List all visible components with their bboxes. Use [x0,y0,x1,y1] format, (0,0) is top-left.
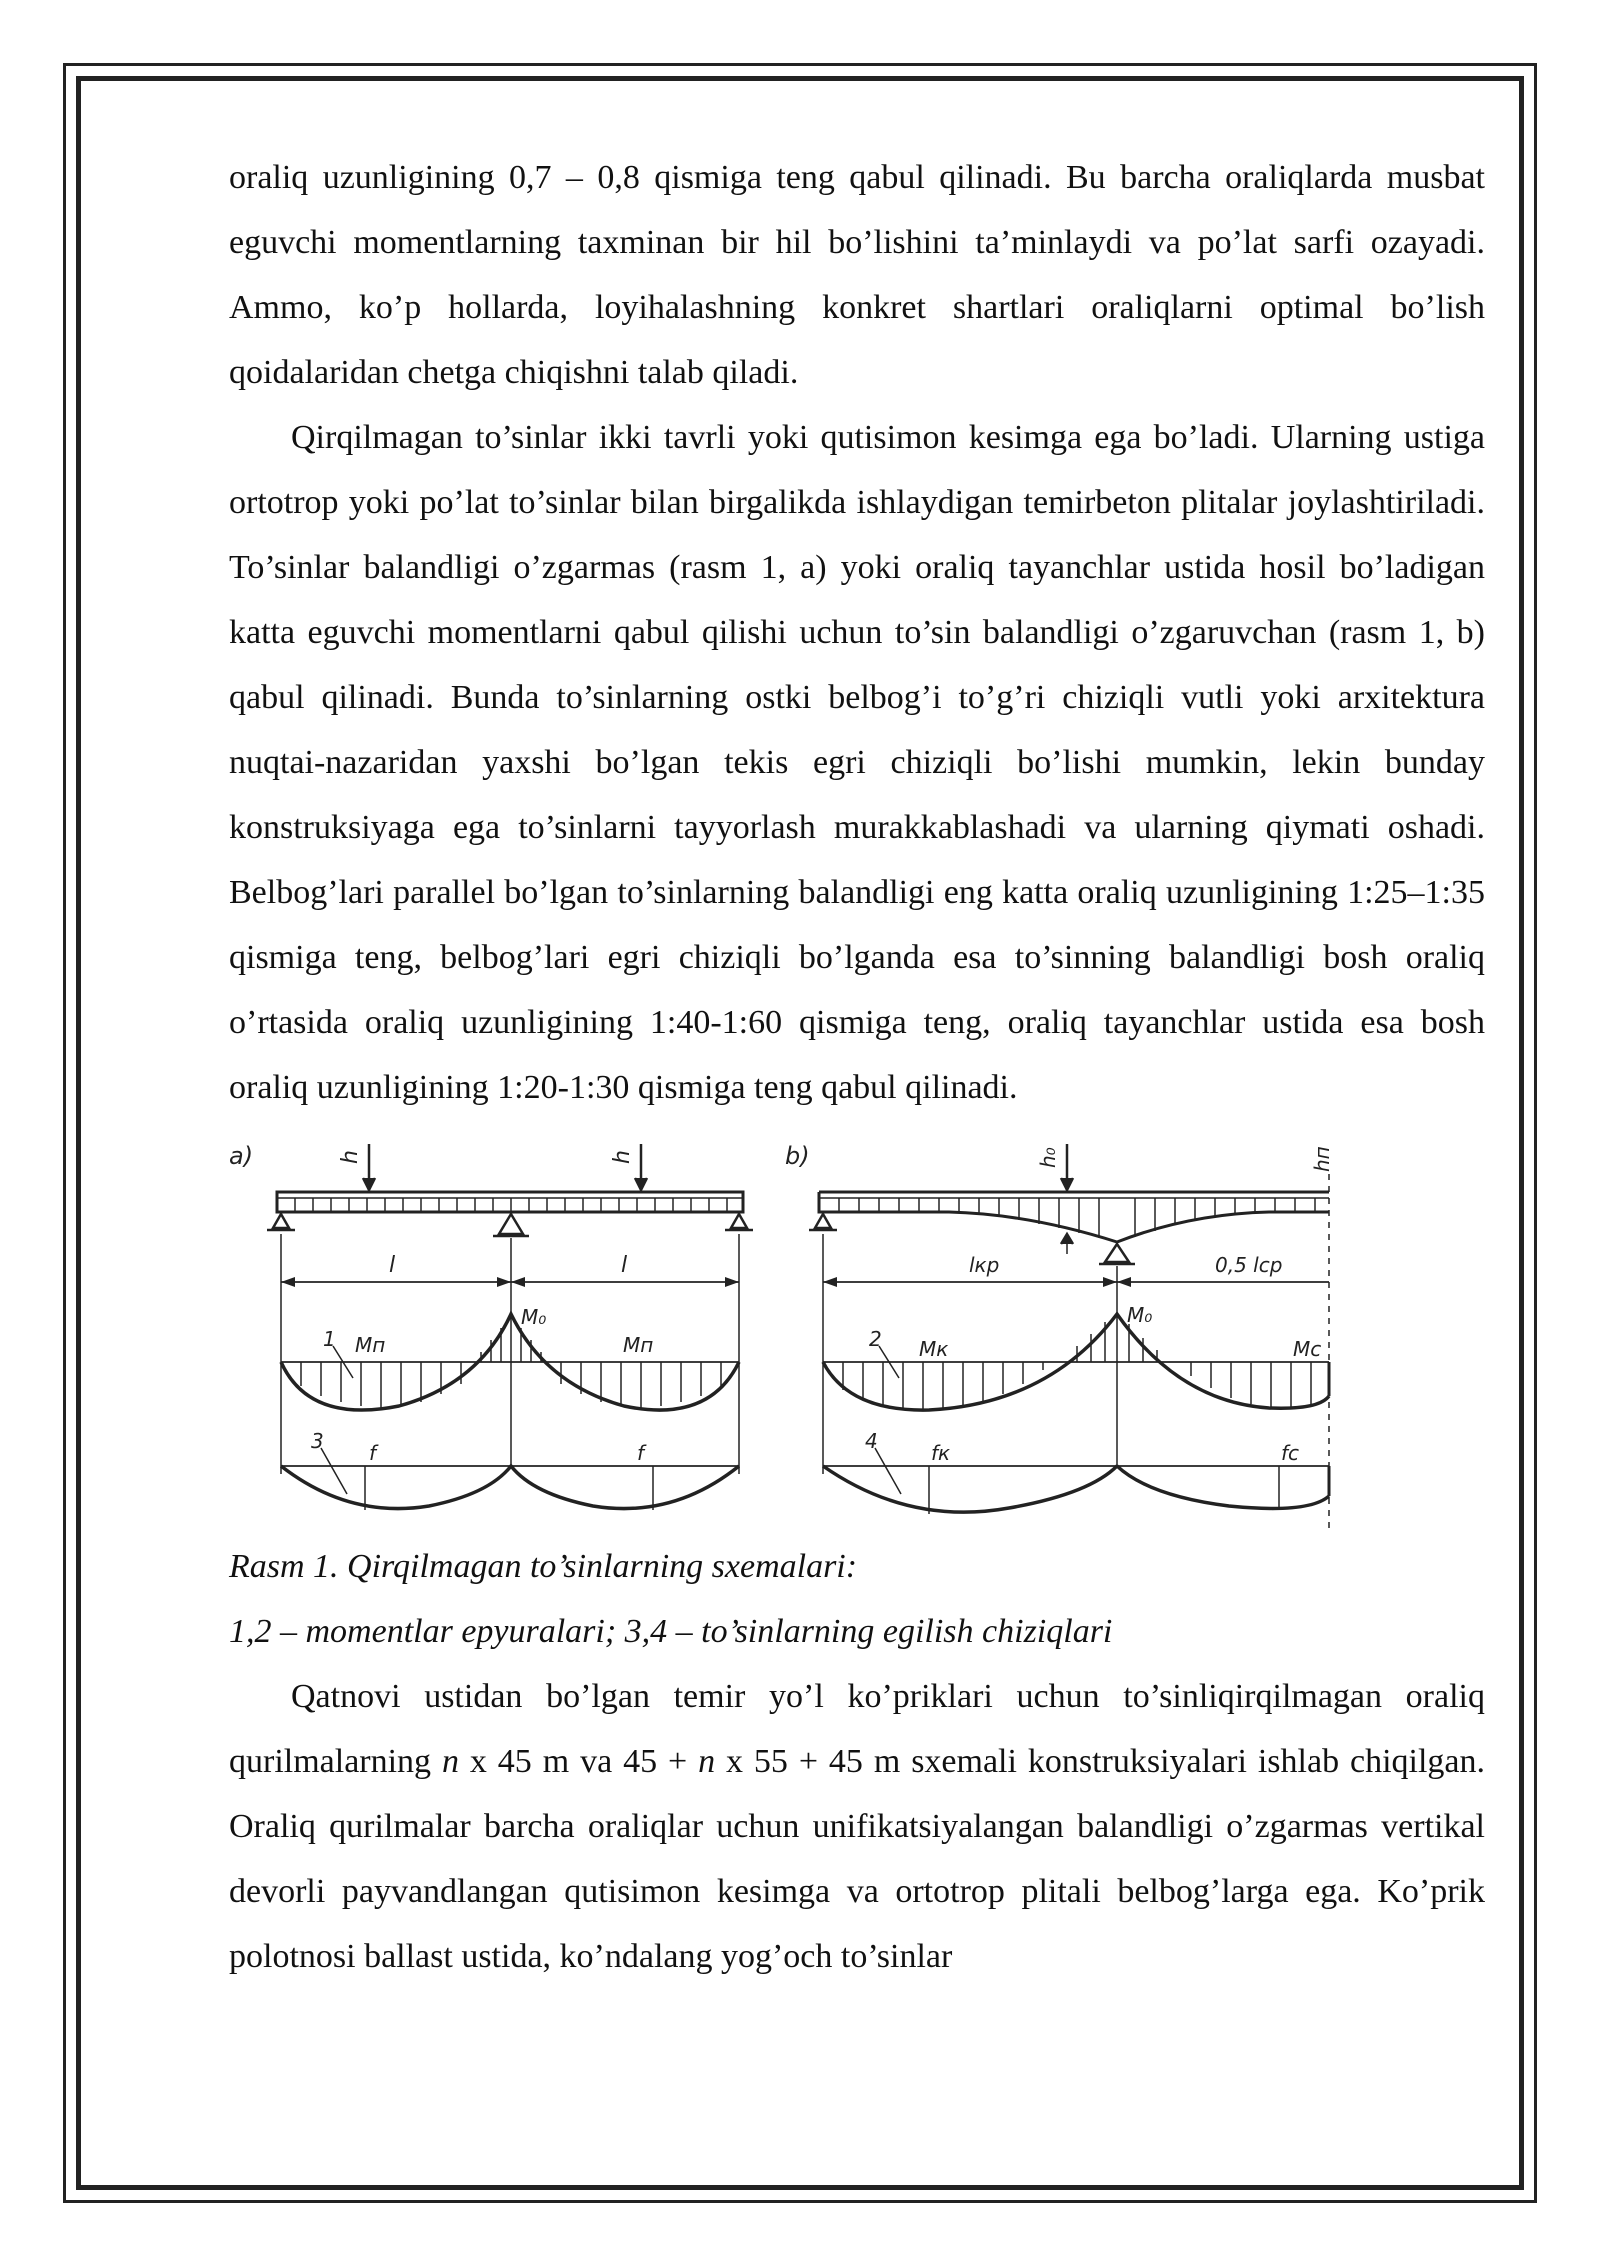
span-l-1: l [389,1253,396,1278]
diagram-a [229,1142,753,1510]
num-1: 1 [323,1327,336,1351]
moment-mp-a-2: Mп [623,1333,654,1357]
deflection-f-1: f [369,1441,377,1465]
moment-mk: Mк [919,1337,949,1361]
moment-mc: Mс [1293,1337,1322,1361]
paragraph-3 [229,1664,1485,1989]
diagram-a-label: a) [229,1142,254,1170]
var-n-2: n [698,1743,716,1780]
deflection-f-2: f [637,1441,645,1465]
deflection-fc: fс [1281,1441,1300,1465]
moment-mp-a-1: Mп [355,1333,386,1357]
deflection-fk: fк [931,1441,951,1465]
caption-title: Rasm 1. Qirqilmagan to’sinlarning sxemalari: [229,1548,858,1585]
var-n-1: n [441,1743,459,1780]
diagram-b [785,1142,1334,1534]
height-hp: hп [1310,1146,1334,1172]
height-h0: h₀ [1036,1147,1060,1168]
paragraph-3-part-a: Qatnovi ustidan bo’lgan temir yo’l ko’priklari uchun to’sinliqirqilmagan oraliq qurilmalarning [229,1678,1485,1780]
paragraph-3-part-b: x 45 m va 45 + [458,1743,699,1780]
diagram-b-label: b) [785,1142,810,1170]
caption-legend: 1,2 – momentlar epyuralari; 3,4 – to’sinlarning egilish chiziqlari [229,1613,1113,1650]
paragraph-1: oraliq uzunligining 0,7 – 0,8 qismiga teng qabul qilinadi. Bu barcha oraliqlarda musbat eguvchi momentlarning taxminan bir hil bo’lishini ta’minlaydi va po’lat sarfi ozayadi. Ammo, ko’p hollarda, loyihalashning konkret shartlari oraliqlarni optimal bo’lish qoidalaridan chetga chiqishni talab qiladi. [229,159,1485,391]
span-half-lsr: 0,5 lср [1215,1253,1283,1277]
num-3: 3 [311,1429,324,1453]
span-lkr: lкр [969,1253,1000,1277]
num-4: 4 [865,1429,878,1453]
figure-caption [229,1534,1485,1664]
paragraph-2: Qirqilmagan to’sinlar ikki tavrli yoki qutisimon kesimga ega bo’ladi. Ularning ustiga ortotrop yoki po’lat to’sinlar bilan birgalikda ishlaydigan temirbeton plitalar joylashtiriladi. To’sinlar balandligi o’zgarmas (rasm 1, a) yoki oraliq tayanchlar ustida hosil bo’ladigan katta eguvchi momentlarni qabul qilishi uchun to’sin balandligi o’zgaruvchan (rasm 1, b) qabul qilinadi. Bunda to’sinlarning ostki belbog’i to’g’ri chiziqli vutli yoki arxitektura nuqtai-nazaridan yaxshi bo’lgan tekis egri chiziqli bo’lishi mumkin, lekin bunday konstruksiyaga ega to’sinlarni tayyorlash murakkablashadi va ularning qiymati oshadi. Belbog’lari parallel bo’lgan to’sinlarning balandligi eng katta oraliq uzunligining 1:25–1:35 qismiga teng, belbog’lari egri chiziqli bo’lganda esa to’sinning balandligi bosh oraliq o’rtasida oraliq uzunligining 1:40-1:60 qismiga teng, oraliq tayanchlar ustida esa bosh oraliq uzunligining 1:20-1:30 qismiga teng qabul qilinadi. [229,419,1485,1106]
moment-m0-b: M₀ [1127,1303,1153,1327]
moment-m0-a: M₀ [521,1305,547,1329]
paragraph-3-part-c: x 55 + 45 m sxemali konstruksiyalari ishlab chiqilgan. Oraliq qurilmalar barcha oraliqlar uchun unifikatsiyalangan balandligi o’zgarmas vertikal devorli payvandlangan qutisimon kesimga va ortotrop plitali belbog’larga ega. Ko’prik polotnosi ballast ustida, ko’ndalang yog’och to’sinlar [229,1743,1485,1975]
load-h-2: h [610,1150,635,1164]
load-h-1: h [338,1150,363,1164]
span-l-2: l [621,1253,628,1278]
document-body [229,145,1485,1989]
figure-beam-schemes [229,1134,1485,1534]
num-2: 2 [869,1327,882,1351]
beam-diagrams [229,1134,1485,1534]
